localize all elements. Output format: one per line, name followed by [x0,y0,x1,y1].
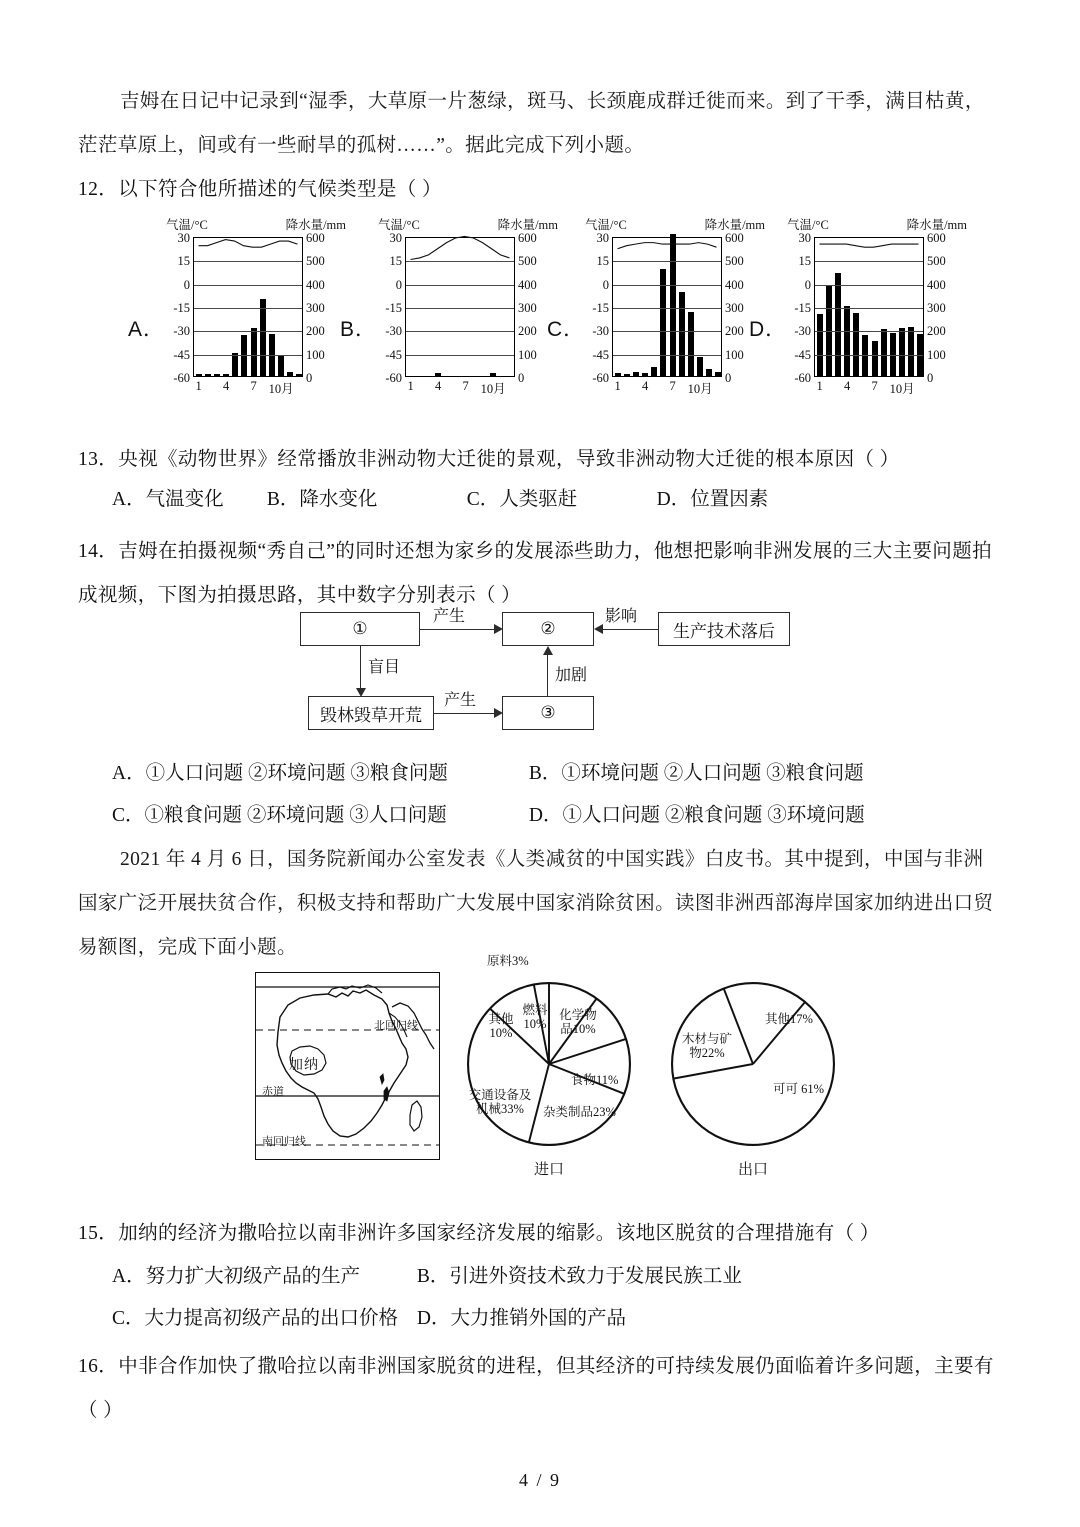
climate-B-ytick-left: -60 [385,370,402,385]
flow-arrowhead-1-to-deforestation [356,688,366,697]
q15-option-a[interactable]: A．努力扩大初级产品的生产 [112,1266,361,1287]
climate-D-ytick-left: 30 [798,230,811,245]
climate-A-ytick-right: 100 [306,347,325,362]
climate-D-ytick-left: -15 [794,300,811,315]
climate-A-ytick-left: 0 [183,277,190,292]
climate-A-ytick-right: 600 [306,230,325,245]
q14-option-d[interactable]: D．①人口问题 ②粮食问题 ③环境问题 [528,805,865,826]
climate-C-ytick-right: 600 [725,230,744,245]
q15-option-c[interactable]: C．大力提高初级产品的出口价格 [112,1308,399,1329]
flow-arrowhead-1-to-2 [494,624,503,634]
question-13-options [112,478,1012,522]
intro1-line2: 茫茫草原上，间或有一些耐旱的孤树……”。据此完成下列小题。 [78,135,645,156]
climate-D-gridline [815,355,923,356]
question-14-stem [78,530,1008,618]
climate-A-ytick-left: -60 [173,370,190,385]
climate-A-gridline [194,285,302,286]
climate-C-ytick-right: 200 [725,324,744,339]
q13-option-d[interactable]: D．位置因素 [656,489,769,510]
flow-label-produce-2: 产生 [444,692,477,709]
climate-B-ytick-right: 0 [518,370,525,385]
climate-C-ytick-left: -60 [592,370,609,385]
climate-D-ytick-left: 0 [804,277,811,292]
climate-C-xtick: 7 [669,379,676,393]
climate-D-ytick-right: 300 [927,300,946,315]
climate-B-ytick-right: 600 [518,230,537,245]
flow-box-1: ① [300,612,420,646]
climate-chart-B [340,215,560,415]
climate-B-ytick-left: 30 [389,230,402,245]
climate-C-ylabel-left: 气温/°C [585,218,627,232]
flow-arrow-1-to-2 [420,629,494,630]
map-label-ghana: 加纳 [289,1058,319,1073]
q13-option-a[interactable]: A．气温变化 [112,489,224,510]
q14-stem-line1: 14．吉姆在拍摄视频“秀自己”的同时还想为家乡的发展添些助力，他想把影响非洲发展的三大主要问题拍 [78,541,993,562]
import-label-raw-materials: 原料3% [487,954,529,968]
question-15-stem: 15．加纳的经济为撒哈拉以南非洲许多国家经济发展的缩影。该地区脱贫的合理措施有（ ） [78,1223,880,1244]
import-label-fuel: 燃料10% [522,1003,548,1031]
intro2-line3: 易额图，完成下面小题。 [78,937,297,958]
intro1-line1: 吉姆在日记中记录到“湿季，大草原一片葱绿，斑马、长颈鹿成群迁徙而来。到了干季，满目枯黄， [120,91,985,112]
climate-B-gridline [406,331,514,332]
climate-B-gridline [406,308,514,309]
climate-D-xtick: 7 [871,379,878,393]
climate-C-gridline [613,285,721,286]
climate-B-ytick-right: 400 [518,277,537,292]
climate-C-ytick-left: -45 [592,347,609,362]
map-label-tropic-of-capricorn: 南回归线 [262,1136,306,1148]
climate-C-letter: C． [547,318,586,341]
climate-C-ytick-left: 15 [596,254,609,269]
flow-arrow-1-to-deforestation [360,646,361,688]
q15-option-d[interactable]: D．大力推销外国的产品 [416,1308,626,1329]
import-label-misc-manufactured: 杂类制品23% [543,1105,616,1119]
flow-arrow-deforestation-to-3 [434,713,494,714]
flow-label-worsen: 加剧 [555,667,588,684]
climate-A-gridline [194,355,302,356]
climate-C-ytick-right: 400 [725,277,744,292]
flow-label-produce-1: 产生 [433,608,466,625]
climate-B-ylabel-right: 降水量/mm [497,218,558,232]
climate-B-plot [385,230,537,396]
climate-chart-D [749,215,969,415]
flow-arrowhead-tech-to-2 [594,624,603,634]
climate-C-gridline [613,308,721,309]
export-label-cocoa: 可可 61% [773,1082,825,1096]
intro2-line2: 国家广泛开展扶贫合作，积极支持和帮助广大发展中国家消除贫困。读图非洲西部海岸国家加纳进出口贸 [78,893,994,914]
climate-A-gridline [194,261,302,262]
climate-C-gridline [613,331,721,332]
climate-B-gridline [406,285,514,286]
climate-A-gridline [194,308,302,309]
climate-D-gridline [815,331,923,332]
climate-A-ytick-right: 500 [306,254,325,269]
climate-C-ytick-left: 0 [602,277,609,292]
climate-D-gridline [815,261,923,262]
intro-paragraph-1 [78,80,1008,168]
climate-chart-C [547,215,767,415]
climate-C-xtick: 4 [641,379,649,393]
climate-D-xtick: 1 [816,379,823,393]
development-problems-flowchart [300,608,790,730]
q14-option-b[interactable]: B．①环境问题 ②人口问题 ③粮食问题 [528,763,864,784]
import-label-food: 食物11% [571,1073,619,1087]
climate-A-xtick: 4 [222,379,230,393]
import-label-chemicals: 化学物品10% [559,1008,597,1036]
page-number: 4 / 9 [518,1470,561,1490]
question-15-options-row2 [112,1297,1042,1341]
climate-B-gridline [406,261,514,262]
climate-A-ytick-right: 200 [306,324,325,339]
climate-D-ytick-right: 500 [927,254,946,269]
climate-B-xtick: 4 [434,379,442,393]
q14-option-a[interactable]: A．①人口问题 ②环境问题 ③粮食问题 [112,763,448,784]
climate-D-gridline [815,285,923,286]
export-pie-caption: 出口 [737,1162,768,1178]
climate-A-xtick: 1 [195,379,202,393]
climate-B-ytick-right: 300 [518,300,537,315]
climate-C-ytick-right: 100 [725,347,744,362]
climate-C-gridline [613,355,721,356]
climate-D-letter: D． [749,318,788,341]
climate-B-ytick-left: -45 [385,347,402,362]
climate-D-ylabel-right: 降水量/mm [906,218,967,232]
question-14-options-row2 [112,794,1042,838]
climate-A-ytick-left: 30 [177,230,190,245]
africa-map [255,972,440,1160]
climate-C-plot [592,230,744,396]
q13-option-b[interactable]: B．降水变化 [266,489,378,510]
map-label-equator: 赤道 [262,1086,284,1098]
export-label-other: 其他17% [765,1012,813,1026]
climate-B-ytick-left: 0 [395,277,402,292]
climate-B-ytick-right: 200 [518,324,537,339]
climate-chart-row [128,215,1028,415]
climate-C-ylabel-right: 降水量/mm [704,218,765,232]
climate-A-ylabel-left: 气温/°C [166,218,208,232]
climate-A-ytick-right: 300 [306,300,325,315]
climate-D-ytick-right: 100 [927,347,946,362]
flow-box-3: ③ [502,696,594,730]
climate-A-letter: A． [128,318,166,341]
q13-option-c[interactable]: C．人类驱赶 [466,489,578,510]
climate-B-ytick-right: 500 [518,254,537,269]
question-15-options-row1 [112,1255,1042,1299]
climate-A-xtick: 10月 [268,382,294,396]
climate-A-ytick-left: -45 [173,347,190,362]
climate-A-plot [173,230,325,396]
climate-A-ylabel-right: 降水量/mm [285,218,346,232]
climate-B-ytick-left: 15 [389,254,402,269]
question-13-stem: 13．央视《动物世界》经常播放非洲动物大迁徙的景观，导致非洲动物大迁徙的根本原因（ ） [78,449,900,470]
flow-box-2: ② [502,612,594,646]
climate-C-xtick: 10月 [687,382,713,396]
flow-arrow-3-to-2 [547,654,548,696]
flow-arrow-tech-to-2 [602,629,658,630]
flow-arrowhead-3-to-2 [543,646,553,655]
climate-C-ytick-right: 0 [725,370,732,385]
climate-D-xtick: 10月 [889,382,915,396]
import-label-transport-machinery: 交通设备及机械33% [468,1088,532,1116]
climate-C-xtick: 1 [614,379,621,393]
intro2-line1: 2021 年 4 月 6 日，国务院新闻办公室发表《人类减贫的中国实践》白皮书。其中提到，中国与非洲 [120,849,984,870]
q16-stem-line2: （ ） [78,1400,124,1421]
climate-C-ytick-right: 500 [725,254,744,269]
climate-D-ytick-right: 400 [927,277,946,292]
climate-B-xtick: 1 [407,379,414,393]
flow-arrowhead-deforestation-to-3 [494,708,503,718]
climate-D-ytick-right: 600 [927,230,946,245]
climate-C-ytick-right: 300 [725,300,744,315]
trade-pie-charts [455,940,885,1185]
climate-D-gridline [815,308,923,309]
import-label-other: 其他10% [488,1012,514,1040]
climate-D-ytick-left: -30 [794,324,811,339]
climate-A-ytick-left: -30 [173,324,190,339]
export-pie-chart [665,976,841,1152]
flow-label-blind: 盲目 [368,659,401,676]
q15-option-b[interactable]: B．引进外资技术致力于发展民族工业 [416,1266,742,1287]
climate-D-ytick-left: 15 [798,254,811,269]
question-12-stem: 12．以下符合他所描述的气候类型是（ ） [78,179,442,200]
climate-B-ytick-right: 100 [518,347,537,362]
q14-stem-line2: 成视频，下图为拍摄思路，其中数字分别表示（ ） [78,585,522,606]
map-label-tropic-of-cancer: 北回归线 [374,1020,418,1032]
q14-option-c[interactable]: C．①粮食问题 ②环境问题 ③人口问题 [112,805,447,826]
climate-B-gridline [406,355,514,356]
climate-chart-A [128,215,348,415]
climate-A-gridline [194,331,302,332]
climate-C-gridline [613,261,721,262]
climate-D-ytick-right: 0 [927,370,934,385]
climate-B-ytick-left: -15 [385,300,402,315]
climate-B-ytick-left: -30 [385,324,402,339]
q16-stem-line1: 16．中非合作加快了撒哈拉以南非洲国家脱贫的进程，但其经济的可持续发展仍面临着许多问题，主要有 [78,1356,994,1377]
flow-box-technology-backward: 生产技术落后 [658,612,790,646]
climate-D-ylabel-left: 气温/°C [787,218,829,232]
import-pie-caption: 进口 [533,1162,564,1178]
climate-B-ylabel-left: 气温/°C [378,218,420,232]
question-14-options-row1 [112,752,1042,796]
climate-B-xtick: 7 [462,379,469,393]
climate-D-ytick-right: 200 [927,324,946,339]
climate-A-ytick-left: -15 [173,300,190,315]
africa-map-svg [256,973,440,1160]
climate-A-ytick-right: 400 [306,277,325,292]
climate-C-ytick-left: -15 [592,300,609,315]
flow-label-influence: 影响 [605,608,638,625]
climate-A-xtick: 7 [250,379,257,393]
climate-D-xtick: 4 [843,379,851,393]
climate-D-plot [794,230,946,396]
climate-B-xtick: 10月 [480,382,506,396]
climate-B-letter: B． [340,318,378,341]
question-16-stem [78,1345,1008,1433]
climate-A-ytick-left: 15 [177,254,190,269]
climate-C-ytick-left: -30 [592,324,609,339]
flow-box-deforestation: 毁林毁草开荒 [308,696,434,730]
export-label-timber-minerals: 木材与矿物22% [681,1032,732,1060]
climate-D-ytick-left: -60 [794,370,811,385]
climate-D-ytick-left: -45 [794,347,811,362]
climate-A-ytick-right: 0 [306,370,313,385]
climate-C-ytick-left: 30 [596,230,609,245]
